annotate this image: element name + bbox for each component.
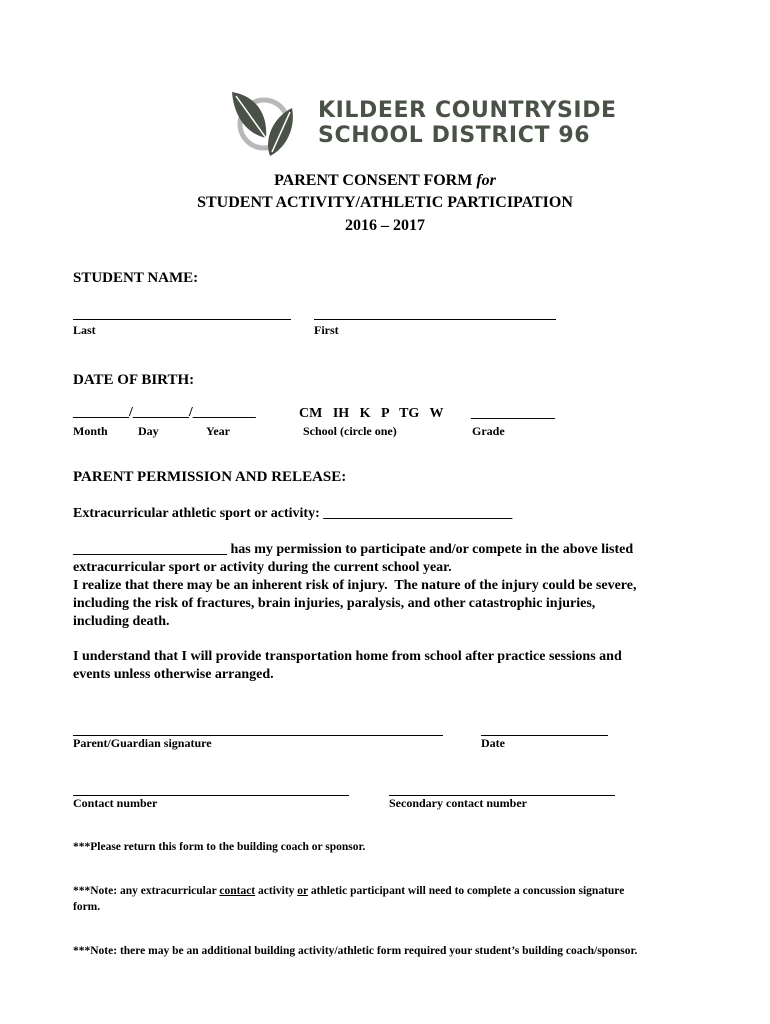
- last-name-field[interactable]: [73, 319, 291, 320]
- dob-field[interactable]: ________/________/_________: [73, 405, 256, 420]
- concussion-note-line2: form.: [73, 901, 101, 913]
- leaf-logo-icon: [226, 88, 298, 160]
- sport-field[interactable]: ___________________________: [323, 506, 513, 521]
- school-options[interactable]: CM IH K P TG W: [299, 406, 444, 421]
- concussion-note: [73, 885, 624, 897]
- form-title-main: PARENT CONSENT FORM: [274, 172, 477, 189]
- permission-line-1: ______________________ has my permission to participate and/or compete in the above listed: [73, 542, 634, 557]
- permission-line-5: including death.: [73, 614, 170, 629]
- transport-line-1: I understand that I will provide transportation home from school after practice sessions and: [73, 649, 622, 664]
- student-name-heading: STUDENT NAME:: [73, 270, 199, 286]
- concussion-note-post: athletic participant will need to complete a concussion signature: [307, 885, 625, 897]
- dob-heading: DATE OF BIRTH:: [73, 372, 195, 388]
- sport-label: Extracurricular athletic sport or activity:: [73, 506, 324, 521]
- concussion-note-mid: activity: [255, 885, 298, 897]
- form-year: 2016 – 2017: [345, 217, 425, 234]
- transport-paragraph: [73, 648, 622, 684]
- dob-day-label: Day: [138, 424, 159, 438]
- return-note: ***Please return this form to the building coach or sponsor.: [73, 841, 366, 853]
- transport-line-2: events unless otherwise arranged.: [73, 667, 274, 682]
- contact-number-label: Contact number: [73, 796, 158, 810]
- form-title-italic: for: [476, 172, 496, 189]
- grade-label: Grade: [472, 424, 505, 438]
- dob-month-label: Month: [73, 424, 108, 438]
- district-name-line1: KILDEER COUNTRYSIDE: [318, 98, 617, 123]
- concussion-note-or: or: [297, 885, 308, 897]
- district-name-line2: SCHOOL DISTRICT 96: [318, 123, 591, 148]
- school-label: School (circle one): [303, 424, 397, 438]
- permission-line-2: extracurricular sport or activity during the current school year.: [73, 560, 452, 575]
- first-name-field[interactable]: [314, 319, 556, 320]
- permission-heading: PARENT PERMISSION AND RELEASE:: [73, 469, 347, 485]
- permission-line-3: I realize that there may be an inherent risk of injury. The nature of the injury could be severe,: [73, 578, 637, 593]
- grade-field[interactable]: ____________: [471, 406, 555, 421]
- date-label: Date: [481, 736, 505, 750]
- guardian-signature-label: Parent/Guardian signature: [73, 736, 212, 750]
- concussion-note-contact: contact: [219, 885, 256, 897]
- last-name-label: Last: [73, 323, 96, 337]
- first-name-label: First: [314, 323, 339, 337]
- dob-year-label: Year: [206, 424, 230, 438]
- secondary-contact-label: Secondary contact number: [389, 796, 527, 810]
- permission-paragraph: [73, 541, 636, 631]
- additional-form-note: ***Note: there may be an additional building activity/athletic form required your student’s building coach/sponsor.: [73, 945, 638, 957]
- form-title: [0, 171, 770, 191]
- form-subtitle: STUDENT ACTIVITY/ATHLETIC PARTICIPATION: [197, 194, 573, 211]
- permission-line-4: including the risk of fractures, brain injuries, paralysis, and other catastrophic injuries,: [73, 596, 596, 611]
- sport-line: [73, 506, 512, 522]
- concussion-note-pre: ***Note: any extracurricular: [73, 885, 220, 897]
